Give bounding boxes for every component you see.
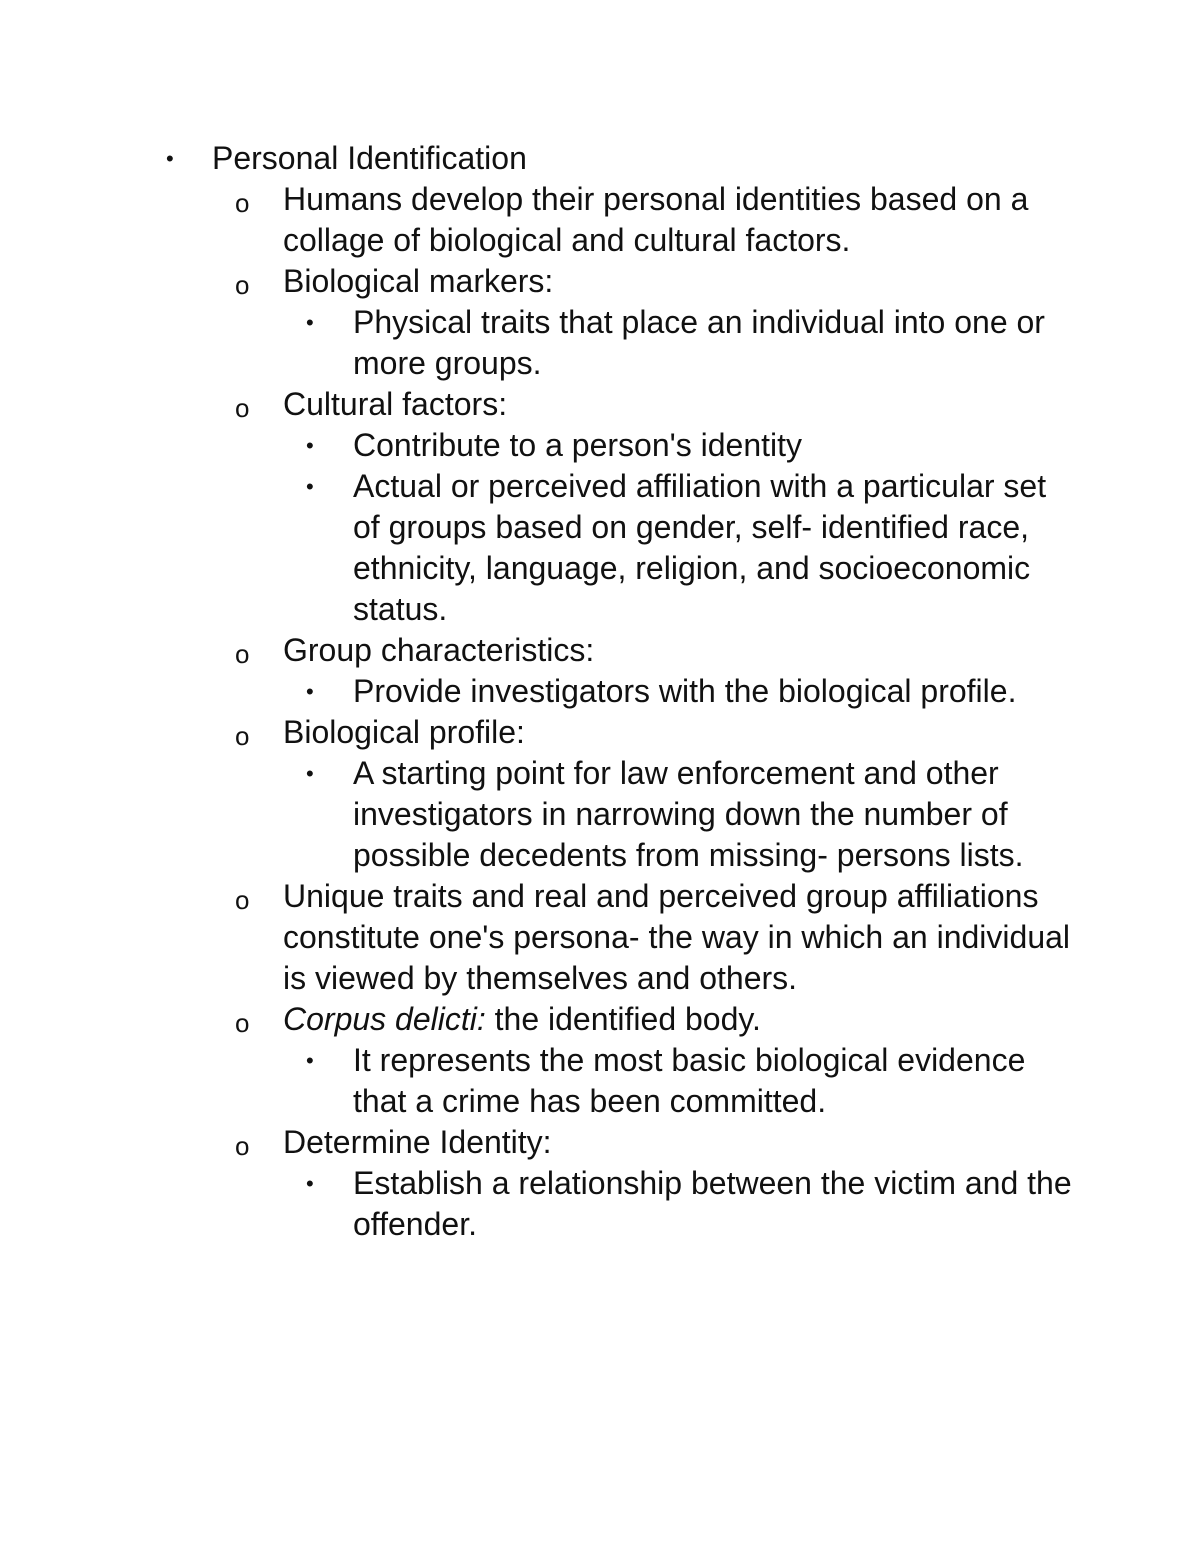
bullet-marker: • (306, 1171, 314, 1196)
outline-text: Actual or perceived affiliation with a particular set of groups based on gender, self- identified race, ethnicity, language, religion, and socioeconomic status. (353, 468, 1047, 627)
bullet-marker: • (306, 474, 314, 499)
outline-item-biological-profile (0, 712, 1083, 753)
corpus-delicti-definition: the identified body. (485, 1001, 761, 1037)
outline-item-humans-develop (0, 179, 1083, 261)
outline-subitem-affiliation (0, 466, 1073, 630)
sub-bullet-marker: o (235, 1131, 250, 1161)
bullet-marker: • (166, 146, 174, 171)
outline-item-cultural-factors (0, 384, 1083, 425)
bullet-outline (0, 138, 1200, 1245)
sub-bullet-marker: o (235, 721, 250, 751)
outline-text: It represents the most basic biological evidence that a crime has been committed. (353, 1042, 1026, 1119)
bullet-marker: • (306, 679, 314, 704)
outline-text: Provide investigators with the biological profile. (353, 673, 1017, 709)
bullet-marker: • (306, 1048, 314, 1073)
outline-label: Determine Identity: (283, 1124, 552, 1160)
outline-subitem-physical-traits (0, 302, 1073, 384)
outline-item-unique-traits (0, 876, 1083, 999)
outline-subitem-establish-relationship (0, 1163, 1073, 1245)
outline-subitem-basic-evidence (0, 1040, 1073, 1122)
outline-label: Biological markers: (283, 263, 554, 299)
outline-text: Physical traits that place an individual into one or more groups. (353, 304, 1045, 381)
outline-text: Unique traits and real and perceived group affiliations constitute one's persona- the way in which an individual is viewed by themselves and others. (283, 878, 1071, 996)
outline-text: Contribute to a person's identity (353, 427, 803, 463)
outline-label: Cultural factors: (283, 386, 508, 422)
sub-bullet-marker: o (235, 639, 250, 669)
sub-bullet-marker: o (235, 393, 250, 423)
corpus-delicti-term: Corpus delicti: (283, 1001, 486, 1037)
outline-heading: Personal Identification (212, 140, 527, 176)
outline-label: Group characteristics: (283, 632, 595, 668)
outline-item-determine-identity (0, 1122, 1083, 1163)
outline-text: A starting point for law enforcement and other investigators in narrowing down the number of possible decedents from missing- persons lists. (353, 755, 1024, 873)
bullet-marker: • (306, 433, 314, 458)
bullet-marker: • (306, 761, 314, 786)
outline-subitem-starting-point (0, 753, 1073, 876)
outline-text: Humans develop their personal identities based on a collage of biological and cultural factors. (283, 181, 1029, 258)
outline-item-group-characteristics (0, 630, 1083, 671)
sub-bullet-marker: o (235, 1008, 250, 1038)
outline-item-corpus-delicti (0, 999, 1083, 1040)
outline-subitem-provide-investigators (0, 671, 1073, 712)
sub-bullet-marker: o (235, 885, 250, 915)
outline-subitem-contribute (0, 425, 1073, 466)
sub-bullet-marker: o (235, 270, 250, 300)
bullet-marker: • (306, 310, 314, 335)
outline-label: Biological profile: (283, 714, 525, 750)
outline-item-biological-markers (0, 261, 1083, 302)
outline-text: Establish a relationship between the victim and the offender. (353, 1165, 1072, 1242)
sub-bullet-marker: o (235, 188, 250, 218)
outline-item-personal-identification (0, 138, 1200, 179)
